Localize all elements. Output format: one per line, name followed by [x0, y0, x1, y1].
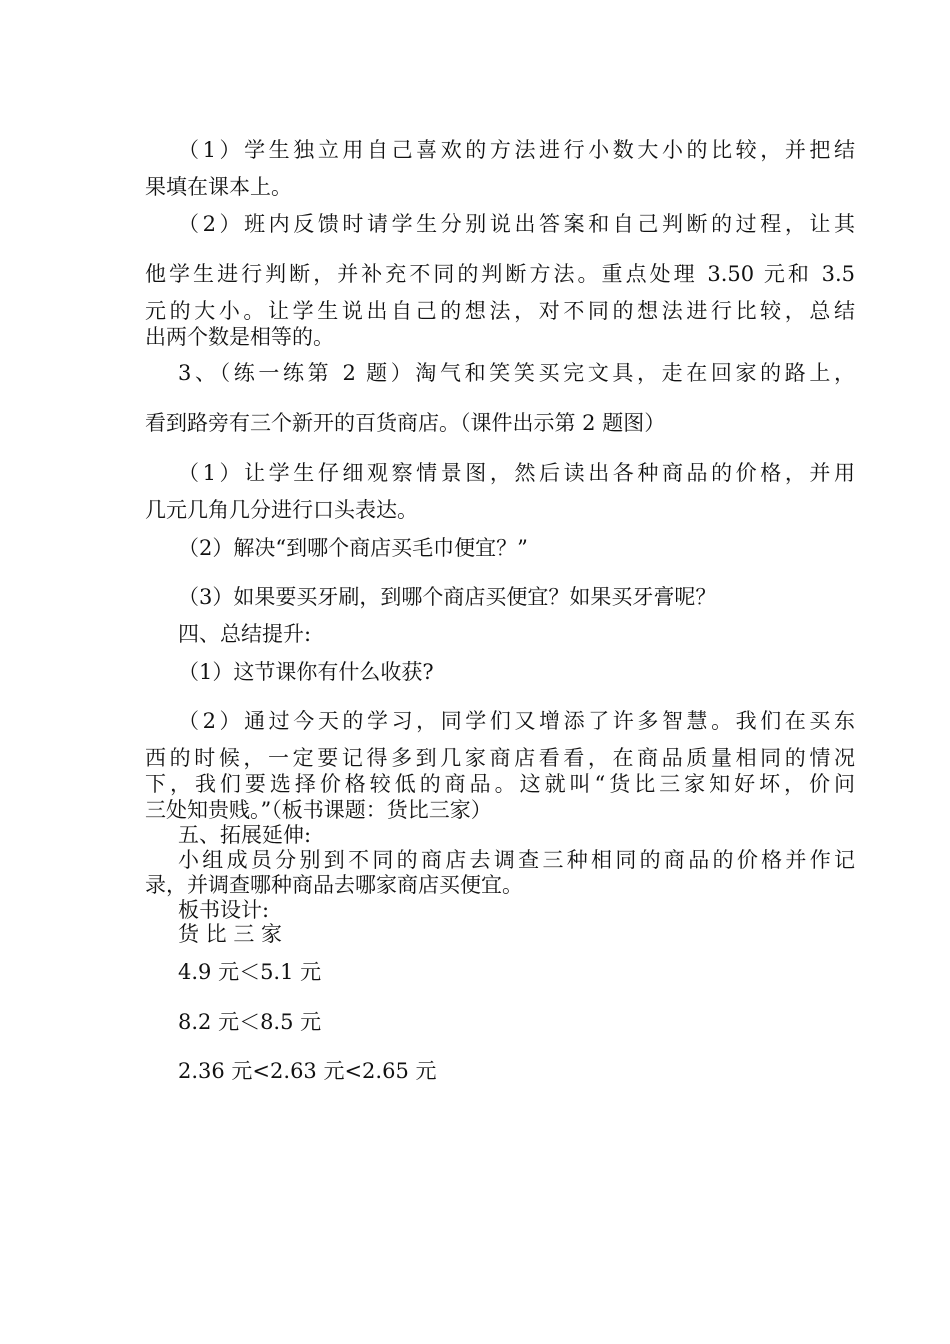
paragraph-line: （1）这节课你有什么收获?: [178, 660, 434, 684]
paragraph-line: 小组成员分别到不同的商店去调查三种相同的商品的价格并作记: [178, 848, 855, 872]
section-line: 3、（练一练第 2 题）淘气和笑笑买完文具，走在回家的路上，: [178, 361, 855, 385]
paragraph-line: 下，我们要选择价格较低的商品。这就叫“货比三家知好坏，价问: [145, 772, 855, 796]
section-heading: 四、总结提升:: [178, 622, 312, 646]
paragraph-line: 三处知贵贱。”（板书课题：货比三家）: [145, 798, 492, 822]
board-line: 4.9 元＜5.1 元: [178, 960, 322, 984]
paragraph-line: （1）学生独立用自己喜欢的方法进行小数大小的比较，并把结: [178, 138, 855, 162]
paragraph-line: （2）班内反馈时请学生分别说出答案和自己判断的过程，让其: [178, 212, 855, 236]
paragraph-line: 录，并调查哪种商品去哪家商店买便宜。: [145, 873, 523, 897]
board-line: 2.36 元<2.63 元<2.65 元: [178, 1059, 437, 1083]
paragraph-line: 几元几角几分进行口头表达。: [145, 498, 418, 522]
paragraph-line: 果填在课本上。: [145, 175, 292, 199]
paragraph-line: （2）通过今天的学习，同学们又增添了许多智慧。我们在买东: [178, 709, 855, 733]
paragraph-line: 元的大小。让学生说出自己的想法，对不同的想法进行比较，总结: [145, 299, 855, 323]
section-heading: 板书设计:: [178, 898, 270, 922]
paragraph-line: 出两个数是相等的。: [145, 325, 334, 349]
paragraph-line: （2）解决“到哪个商店买毛巾便宜？”: [178, 536, 528, 560]
paragraph-line: （1）让学生仔细观察情景图，然后读出各种商品的价格，并用: [178, 461, 855, 485]
board-title: 货 比 三 家: [178, 922, 283, 946]
section-heading: 五、拓展延伸:: [178, 823, 312, 847]
paragraph-line: 他学生进行判断，并补充不同的判断方法。重点处理 3.50 元和 3.5: [145, 262, 855, 286]
paragraph-line: （3）如果要买牙刷，到哪个商店买便宜？如果买牙膏呢？: [178, 585, 717, 609]
paragraph-line: 西的时候，一定要记得多到几家商店看看，在商品质量相同的情况: [145, 746, 855, 770]
board-line: 8.2 元＜8.5 元: [178, 1010, 322, 1034]
paragraph-line: 看到路旁有三个新开的百货商店。（课件出示第 2 题图）: [145, 411, 666, 435]
